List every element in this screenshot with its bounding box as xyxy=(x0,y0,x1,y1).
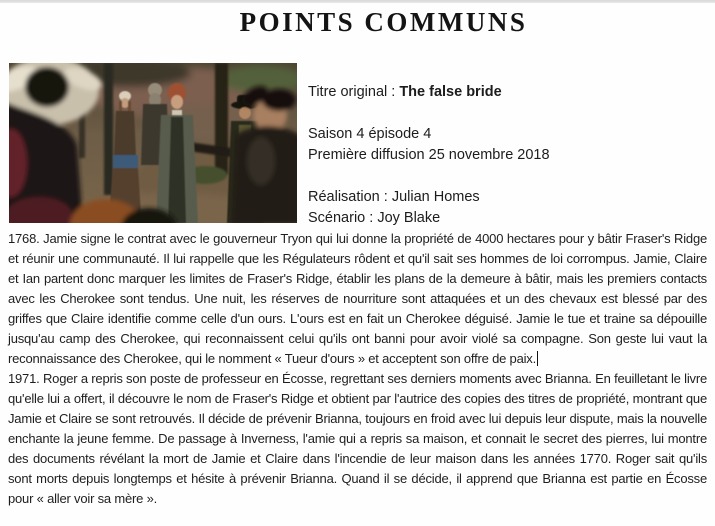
director-line: Réalisation : Julian Homes xyxy=(308,189,480,205)
page-title: POINTS COMMUNS xyxy=(239,7,528,37)
original-title-label: Titre original : xyxy=(308,84,396,100)
episode-photo xyxy=(9,63,297,223)
paragraph-1971-text: 1971. Roger a repris son poste de professeur en Écosse, regrettant ses derniers moments avec Brianna. En feuilletant le livre qu'elle lui a offert, il découvre le nom de Fraser's Ridge et obtient par l'autrice des copies des titres de propriété, montrant que Jamie et Claire se sont retrouvés. Il décide de prévenir Brianna, toujours en froid avec lui depuis leur dispute, mais la nouvelle enchante la jeune femme. De passage à Inverness, l'amie qui a repris sa maison, et connait le secret des pierres, lui montre des documents révélant la mort de Jamie et Claire dans l'incendie de leur maison dans les années 1770. Roger sait qu'ils sont morts depuis longtemps et hésite à prévenir Brianna. Quand il se décide, il apprend que Brianna est partie en Écosse pour « aller voir sa mère ». xyxy=(8,371,707,506)
original-title-line xyxy=(308,82,708,103)
first-airing: Première diffusion 25 novembre 2018 xyxy=(308,147,550,163)
meta-spacer xyxy=(308,166,708,187)
text-cursor xyxy=(537,351,538,366)
paragraph-1971 xyxy=(8,369,707,509)
episode-photo-illustration xyxy=(9,63,297,223)
synopsis-text-area[interactable] xyxy=(8,229,707,509)
paragraph-1768 xyxy=(8,229,707,369)
paragraph-1768-text: 1768. Jamie signe le contrat avec le gouverneur Tryon qui lui donne la propriété de 4000 hectares pour y bâtir Fraser's Ridge et réunir une communauté. Il lui rappelle que les Régulateurs rôdent et qu'il sait ses hommes de loi corrompus. Jamie, Claire et Ian partent donc marquer les limites de Fraser's Ridge, établir les plans de la demeure à bâtir, mais les premiers contacts avec les Cherokee sont tendus. Une nuit, les réserves de nourriture sont attaquées et un des chevaux est blessé par des griffes que Claire identifie comme celle d'un ours. L'ours est en fait un Cherokee déguisé. Jamie le tue et traine sa dépouille jusqu'au camp des Cherokee, qui reconnaissent celui qu'ils ont banni pour avoir violé sa compagne. Son geste lui vaut la reconnaissance des Cherokee, qui le nomment « Tueur d'ours » et acceptent son offre de paix. xyxy=(8,231,707,366)
top-border xyxy=(0,0,715,3)
screenwriter-line: Scénario : Joy Blake xyxy=(308,210,441,226)
original-title-value: The false bride xyxy=(399,84,502,100)
meta-spacer xyxy=(308,103,708,124)
episode-meta xyxy=(308,82,708,229)
season-episode: Saison 4 épisode 4 xyxy=(308,126,432,142)
